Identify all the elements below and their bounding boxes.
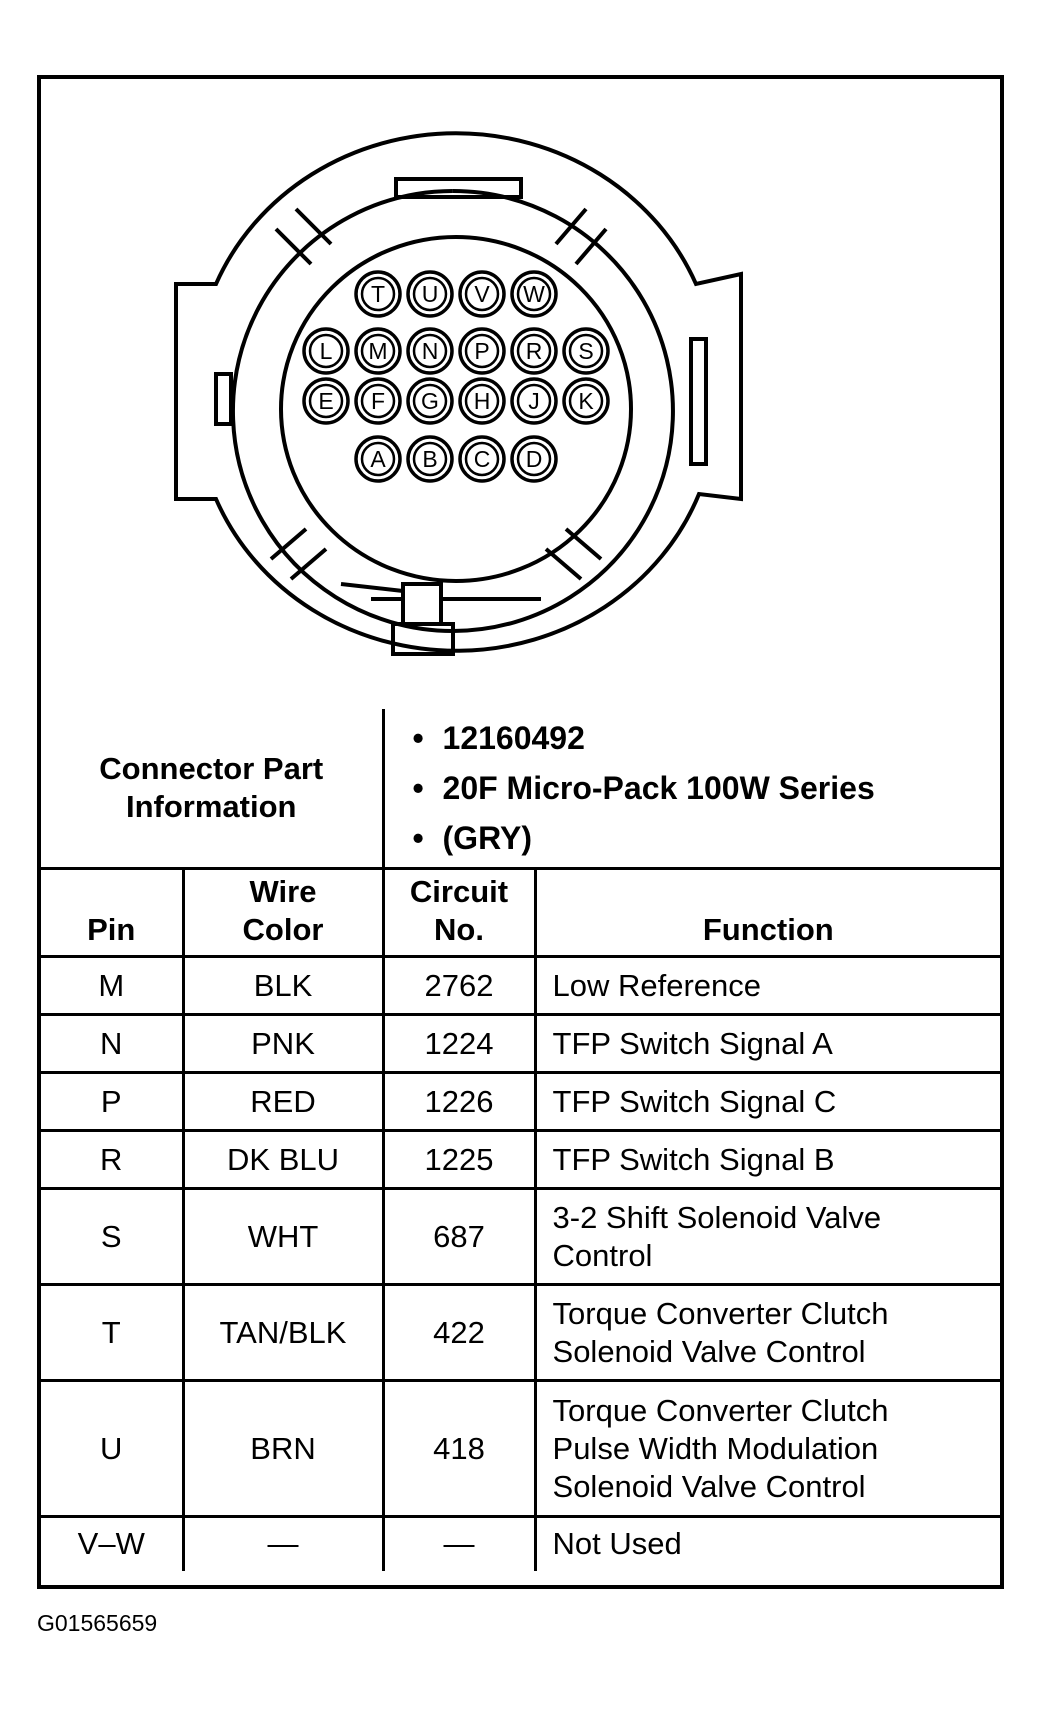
table-row <box>41 957 1000 1015</box>
function-line: Torque Converter Clutch <box>552 1392 889 1428</box>
function-line: TFP Switch Signal C <box>552 1083 837 1119</box>
pin-label: U <box>421 281 439 307</box>
cell-function <box>535 1073 1000 1131</box>
cell-pin: V–W <box>41 1517 183 1571</box>
pin-n <box>408 329 452 373</box>
pin-label: F <box>370 388 386 414</box>
function-line: Not Used <box>552 1526 682 1562</box>
pin-label: G <box>421 388 439 414</box>
header-circuit-no: Circuit No. <box>383 869 535 957</box>
pin-label: R <box>525 338 543 364</box>
connector-color: • (GRY) <box>443 813 1001 863</box>
pin-label: T <box>370 281 386 307</box>
cell-pin: R <box>41 1131 183 1189</box>
cell-function <box>535 957 1000 1015</box>
pin-s <box>564 329 608 373</box>
pin-j <box>512 379 556 423</box>
function-line: TFP Switch Signal B <box>552 1141 835 1177</box>
function-line: Torque Converter Clutch <box>552 1295 889 1331</box>
function-line: Solenoid Valve Control <box>552 1468 866 1504</box>
function-line: TFP Switch Signal A <box>552 1025 833 1061</box>
cell-circuit-no: 1224 <box>383 1015 535 1073</box>
latch-tab-top-left <box>276 209 331 264</box>
latch-tab-bottom-left <box>271 529 326 579</box>
cell-pin: T <box>41 1285 183 1381</box>
cell-function <box>535 1015 1000 1073</box>
connector-part-info-label <box>41 709 383 869</box>
pin-c <box>460 437 504 481</box>
cell-circuit-no: — <box>383 1517 535 1571</box>
pin-label: M <box>368 338 388 364</box>
pin-h <box>460 379 504 423</box>
pin-w <box>512 272 556 316</box>
table-row <box>41 1073 1000 1131</box>
pin-label: N <box>421 338 439 364</box>
pin-a <box>356 437 400 481</box>
pin-m <box>356 329 400 373</box>
pin-d <box>512 437 556 481</box>
pin-u <box>408 272 452 316</box>
pin-g <box>408 379 452 423</box>
pin-label: C <box>473 446 491 472</box>
cell-pin: N <box>41 1015 183 1073</box>
cell-wire-color: BLK <box>183 957 383 1015</box>
cell-function <box>535 1381 1000 1517</box>
cell-wire-color: PNK <box>183 1015 383 1073</box>
cell-pin: P <box>41 1073 183 1131</box>
connector-series: • 20F Micro-Pack 100W Series <box>443 763 1001 813</box>
function-line: Control <box>552 1237 653 1273</box>
table-row <box>41 1381 1000 1517</box>
latch-tab-top-right <box>556 209 606 264</box>
cell-circuit-no: 418 <box>383 1381 535 1517</box>
pin-f <box>356 379 400 423</box>
pin-label: H <box>473 388 491 414</box>
connector-part-info-list <box>383 709 1000 869</box>
table-row <box>41 1285 1000 1381</box>
pin-label: V <box>474 281 490 307</box>
table-row <box>41 1015 1000 1073</box>
function-line: Solenoid Valve Control <box>552 1333 866 1369</box>
pinout-table <box>41 709 1000 1571</box>
pin-t <box>356 272 400 316</box>
pin-p <box>460 329 504 373</box>
pin-label: L <box>319 338 333 364</box>
cell-pin: S <box>41 1189 183 1285</box>
cell-function <box>535 1189 1000 1285</box>
pin-r <box>512 329 556 373</box>
cell-wire-color: RED <box>183 1073 383 1131</box>
table-row <box>41 1189 1000 1285</box>
function-line: 3-2 Shift Solenoid Valve <box>552 1199 882 1235</box>
cell-wire-color: TAN/BLK <box>183 1285 383 1381</box>
cell-wire-color: WHT <box>183 1189 383 1285</box>
header-pin: Pin <box>41 869 183 957</box>
header-wire-color: Wire Color <box>183 869 383 957</box>
part-info-label-line2: Information <box>126 789 297 824</box>
cell-pin: M <box>41 957 183 1015</box>
left-key-slot <box>216 374 231 424</box>
cell-function <box>535 1285 1000 1381</box>
cell-circuit-no: 1225 <box>383 1131 535 1189</box>
pin-k <box>564 379 608 423</box>
pin-l <box>304 329 348 373</box>
pin-label: K <box>578 388 594 414</box>
cell-circuit-no: 1226 <box>383 1073 535 1131</box>
pin-label: S <box>578 338 594 364</box>
cell-function <box>535 1131 1000 1189</box>
right-key-slot <box>691 339 706 464</box>
pin-v <box>460 272 504 316</box>
cell-function <box>535 1517 1000 1571</box>
cell-wire-color: BRN <box>183 1381 383 1517</box>
latch-tab-bottom-right <box>546 529 601 579</box>
diagram-frame <box>37 75 1004 1589</box>
pin-label: D <box>525 446 543 472</box>
pin-label: A <box>370 446 386 472</box>
function-line: Pulse Width Modulation <box>552 1430 879 1466</box>
cell-circuit-no: 422 <box>383 1285 535 1381</box>
connector-drawing <box>41 79 1000 709</box>
cell-wire-color: DK BLU <box>183 1131 383 1189</box>
pin-label: P <box>474 338 490 364</box>
cell-circuit-no: 687 <box>383 1189 535 1285</box>
connector-face-view <box>41 79 1000 709</box>
cell-circuit-no: 2762 <box>383 957 535 1015</box>
header-function: Function <box>535 869 1000 957</box>
connector-pins <box>304 272 608 481</box>
pin-label: J <box>528 388 540 414</box>
connector-outer-shell <box>176 133 741 651</box>
pin-label: W <box>523 281 545 307</box>
pin-b <box>408 437 452 481</box>
figure-id: G01565659 <box>37 1610 158 1636</box>
table-row <box>41 1517 1000 1571</box>
table-row <box>41 1131 1000 1189</box>
function-line: Low Reference <box>552 967 762 1003</box>
cell-pin: U <box>41 1381 183 1517</box>
pin-e <box>304 379 348 423</box>
pin-label: B <box>422 446 438 472</box>
pin-label: E <box>318 388 334 414</box>
part-info-label-line1: Connector Part <box>99 751 324 786</box>
bottom-latch <box>403 584 441 624</box>
part-number: • 12160492 <box>443 713 1001 763</box>
cell-wire-color: — <box>183 1517 383 1571</box>
